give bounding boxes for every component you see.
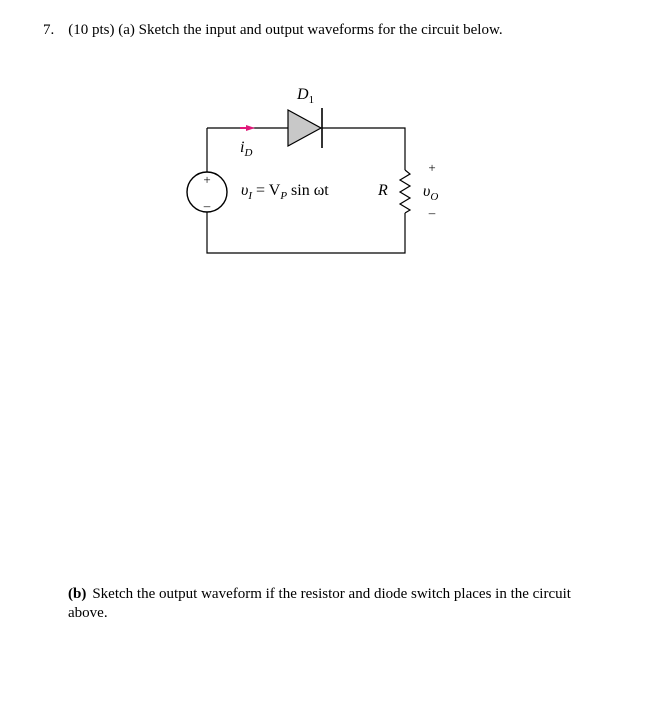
resistor-label: R xyxy=(378,182,388,199)
resistor-zigzag xyxy=(400,170,410,213)
diode-label: $D_1$ xyxy=(297,86,315,106)
question-number: 7. xyxy=(43,22,55,38)
circuit-diagram xyxy=(0,0,645,300)
current-arrow xyxy=(240,125,255,131)
wire-left-bottom xyxy=(207,212,405,253)
source-minus-sign: – xyxy=(203,198,211,213)
output-minus-sign: – xyxy=(428,205,436,220)
source-equation: $\upsilon_I = V_P$ sin ωt xyxy=(241,182,329,202)
wire-top-right xyxy=(322,128,405,170)
part-b-prompt: Sketch the output waveform if the resistor and diode switch places in the circuit above. xyxy=(68,586,571,621)
part-a-prompt: (10 pts) (a) Sketch the input and output waveforms for the circuit below. xyxy=(68,22,503,38)
part-b-label: (b) xyxy=(68,586,87,602)
question-7-part-b xyxy=(68,585,613,623)
output-voltage-label: $\upsilon_O$ xyxy=(423,183,439,203)
diode-triangle xyxy=(288,110,321,146)
current-label: $i_D$ xyxy=(240,139,253,159)
output-plus-sign: + xyxy=(428,160,436,175)
source-plus-sign: + xyxy=(203,172,211,187)
